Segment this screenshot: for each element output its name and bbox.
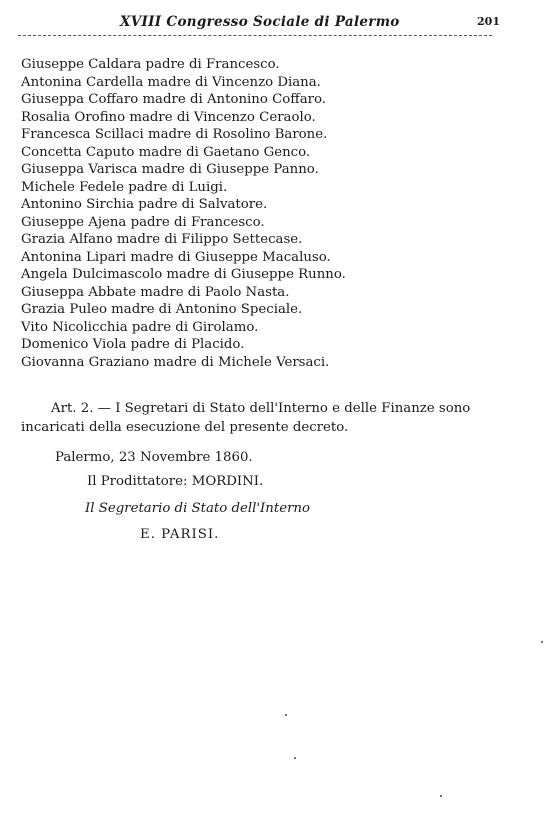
entry-list	[21, 56, 346, 371]
page-number: 201	[477, 15, 500, 28]
list-item: Giuseppa Varisca madre di Giuseppe Panno.	[21, 162, 319, 177]
list-item: Michele Fedele padre di Luigi.	[21, 179, 228, 195]
date-line: Palermo, 23 Novembre 1860.	[55, 450, 253, 465]
article-paragraph: Art. 2. — I Segretari di Stato dell'Interno e delle Finanze sono incaricati della esecuzione del presente decreto.	[21, 401, 471, 435]
list-item: Giuseppa Abbate madre di Paolo Nasta.	[21, 284, 290, 300]
list-item: Rosalia Orofino madre di Vincenzo Ceraolo.	[21, 109, 316, 125]
print-speck	[294, 757, 296, 759]
list-item: Angela Dulcimascolo madre di Giuseppe Runno.	[21, 267, 346, 282]
signature-name: E. PARISI.	[140, 527, 220, 542]
print-speck	[285, 714, 287, 716]
running-title: XVIII Congresso Sociale di Palermo	[120, 14, 400, 30]
list-item: Giuseppa Coffaro madre di Antonino Coffaro.	[21, 92, 326, 107]
list-item: Domenico Viola padre di Placido.	[21, 337, 245, 352]
list-item: Concetta Caputo madre di Gaetano Genco.	[21, 144, 311, 160]
list-item: Antonino Sirchia padre di Salvatore.	[21, 197, 268, 212]
header-rule	[18, 35, 492, 37]
list-item: Giuseppe Caldara padre di Francesco.	[21, 57, 280, 72]
segretario-title: Il Segretario di Stato dell'Interno	[85, 501, 311, 516]
list-item: Giuseppe Ajena padre di Francesco.	[21, 214, 265, 230]
list-item: Vito Nicolicchia padre di Girolamo.	[21, 319, 259, 335]
list-item: Antonina Cardella madre di Vincenzo Diana.	[21, 74, 321, 90]
list-item: Grazia Puleo madre di Antonino Speciale.	[21, 302, 303, 317]
prodittatore-line: Il Prodittatore: MORDINI.	[87, 474, 264, 489]
print-speck	[541, 641, 543, 643]
list-item: Francesca Scillaci madre di Rosolino Barone.	[21, 127, 328, 142]
list-item: Antonina Lipari madre di Giuseppe Macaluso.	[21, 249, 331, 265]
list-item: Giovanna Graziano madre di Michele Versaci.	[21, 354, 330, 370]
list-item: Grazia Alfano madre di Filippo Settecase.	[21, 232, 303, 247]
print-speck	[440, 795, 442, 797]
page-header	[18, 14, 500, 36]
